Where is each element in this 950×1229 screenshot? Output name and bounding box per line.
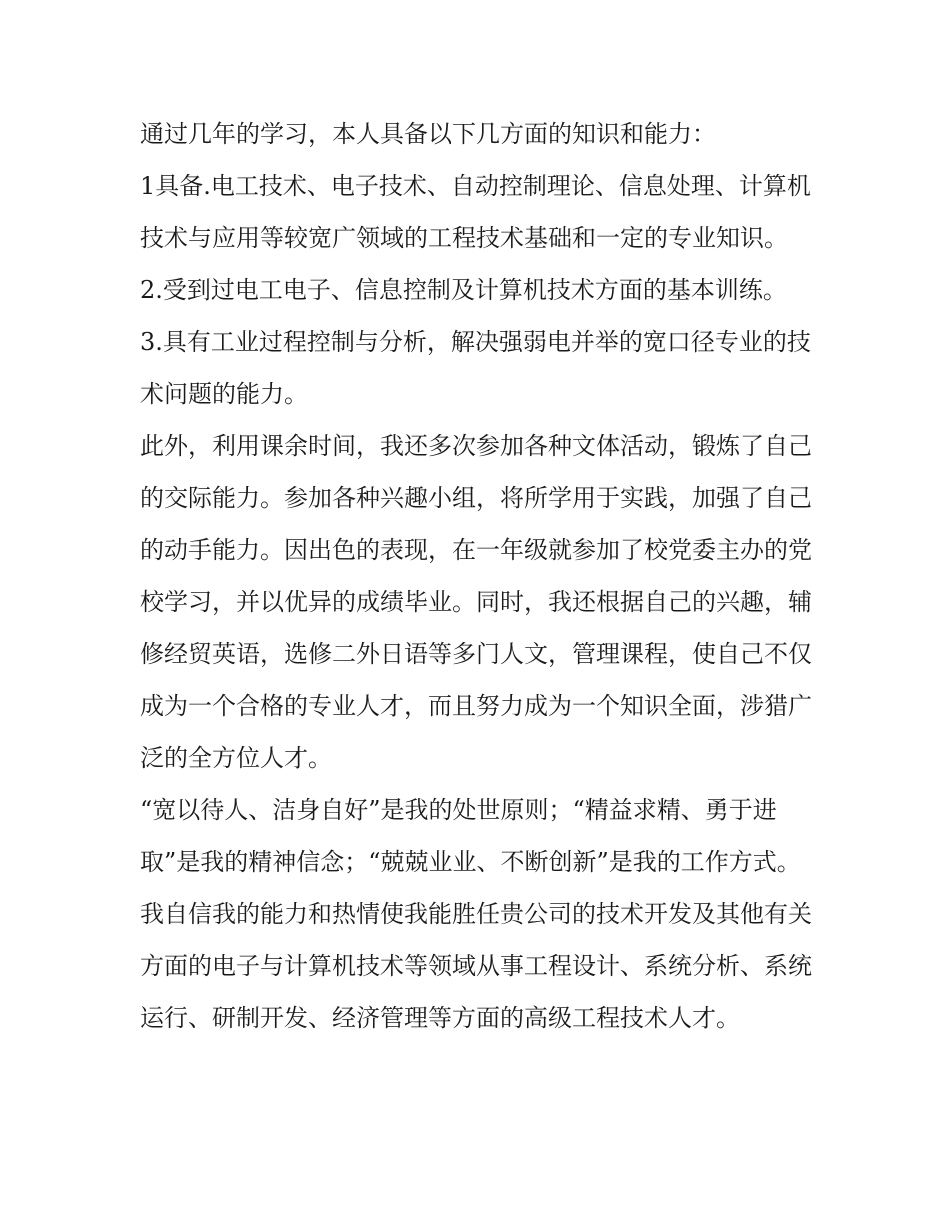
paragraph-point-1: 1具备.电工技术、电子技术、自动控制理论、信息处理、计算机技术与应用等较宽广领域的工程技术基础和一定的专业知识。 [140,172,811,252]
document-body [140,108,820,1044]
paragraph-point-2: 2.受到过电工电子、信息控制及计算机技术方面的基本训练。 [140,276,787,304]
paragraph-principles: “宽以待人、洁身自好”是我的处世原则；“精益求精、勇于进取”是我的精神信念；“兢兢业业、不断创新”是我的工作方式。我自信我的能力和热情使我能胜任贵公司的技术开发及其他有关方面的电子与计算机技术等领域从事工程设计、系统分析、系统运行、研制开发、经济管理等方面的高级工程技术人才。 [140,796,812,1032]
paragraph-activities: 此外，利用课余时间，我还多次参加各种文体活动，锻炼了自己的交际能力。参加各种兴趣小组，将所学用于实践，加强了自己的动手能力。因出色的表现，在一年级就参加了校党委主办的党校学习，并以优异的成绩毕业。同时，我还根据自己的兴趣，辅修经贸英语，选修二外日语等多门人文，管理课程，使自己不仅成为一个合格的专业人才，而且努力成为一个知识全面，涉猎广泛的全方位人才。 [140,432,812,772]
paragraph-point-3: 3.具有工业过程控制与分析，解决强弱电并举的宽口径专业的技术问题的能力。 [140,328,811,408]
paragraph-intro: 通过几年的学习，本人具备以下几方面的知识和能力： [140,120,716,148]
